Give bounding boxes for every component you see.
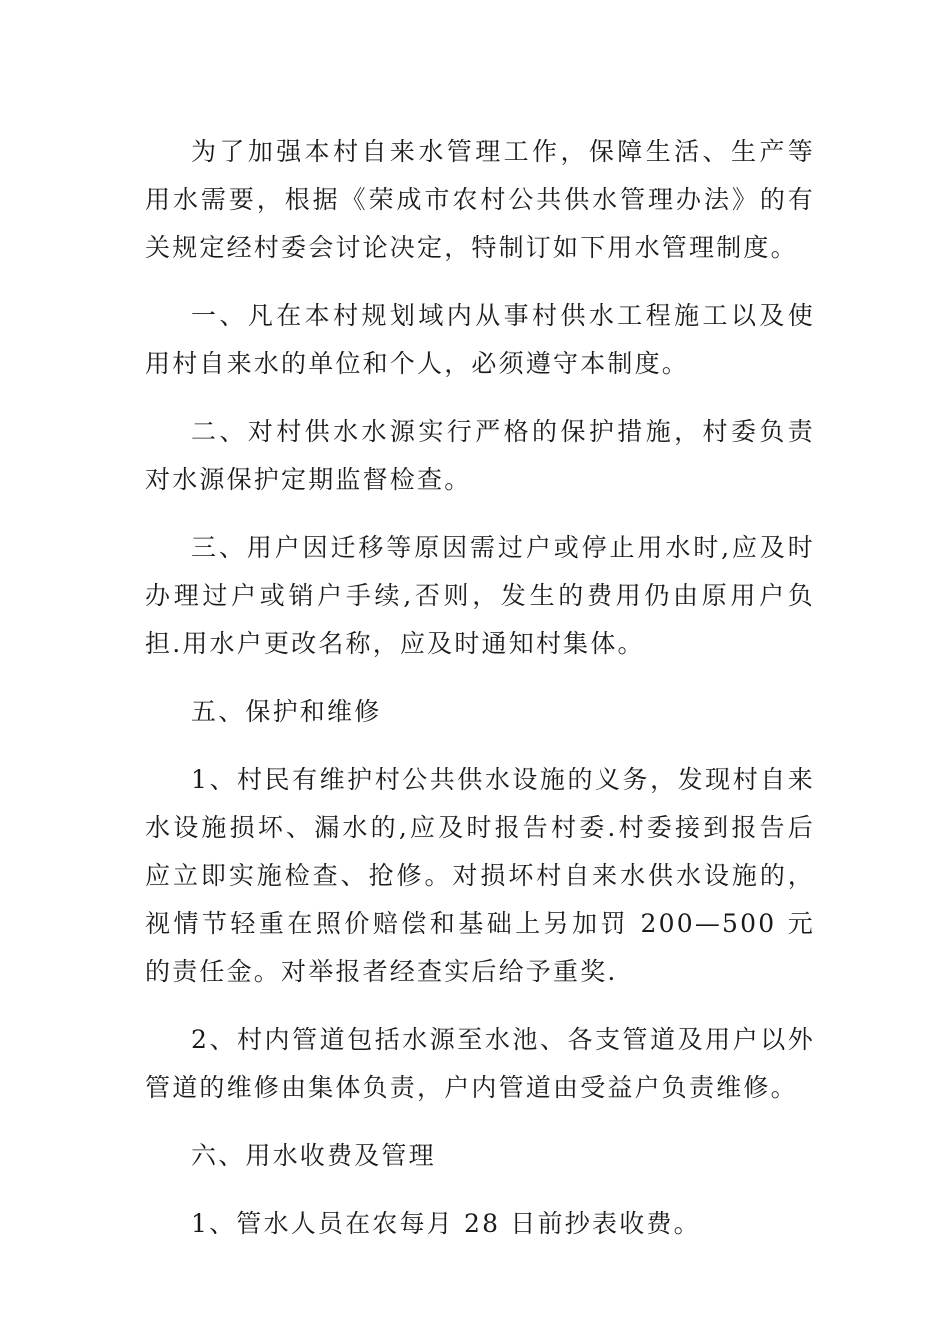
clause-1-paragraph: 一、凡在本村规划域内从事村供水工程施工以及使用村自来水的单位和个人，必须遵守本制度。 (145, 301, 815, 378)
clause-2-paragraph: 二、对村供水水源实行严格的保护措施，村委负责对水源保护定期监督检查。 (145, 417, 815, 494)
section-5-item-1: 1、村民有维护村公共供水设施的义务，发现村自来水设施损坏、漏水的,应及时报告村委.村委接到报告后应立即实施检查、抢修。对损坏村自来水供水设施的，视情节轻重在照价赔偿和基础上另加罚 200—500 元的责任金。对举报者经查实后给予重奖. (145, 765, 815, 986)
clause-3-paragraph: 三、用户因迁移等原因需过户或停止用水时,应及时办理过户或销户手续,否则，发生的费用仍由原用户负担.用水户更改名称，应及时通知村集体。 (145, 533, 815, 658)
intro-paragraph: 为了加强本村自来水管理工作，保障生活、生产等用水需要，根据《荣成市农村公共供水管理办法》的有关规定经村委会讨论决定，特制订如下用水管理制度。 (145, 137, 815, 262)
section-5-item-2: 2、村内管道包括水源至水池、各支管道及用户以外管道的维修由集体负责，户内管道由受益户负责维修。 (145, 1025, 815, 1102)
document-body (145, 128, 815, 1268)
section-6-heading: 六、用水收费及管理 (191, 1141, 436, 1170)
section-6-item-1: 1、管水人员在农每月 28 日前抄表收费。 (191, 1209, 701, 1238)
section-5-heading: 五、保护和维修 (191, 697, 382, 726)
